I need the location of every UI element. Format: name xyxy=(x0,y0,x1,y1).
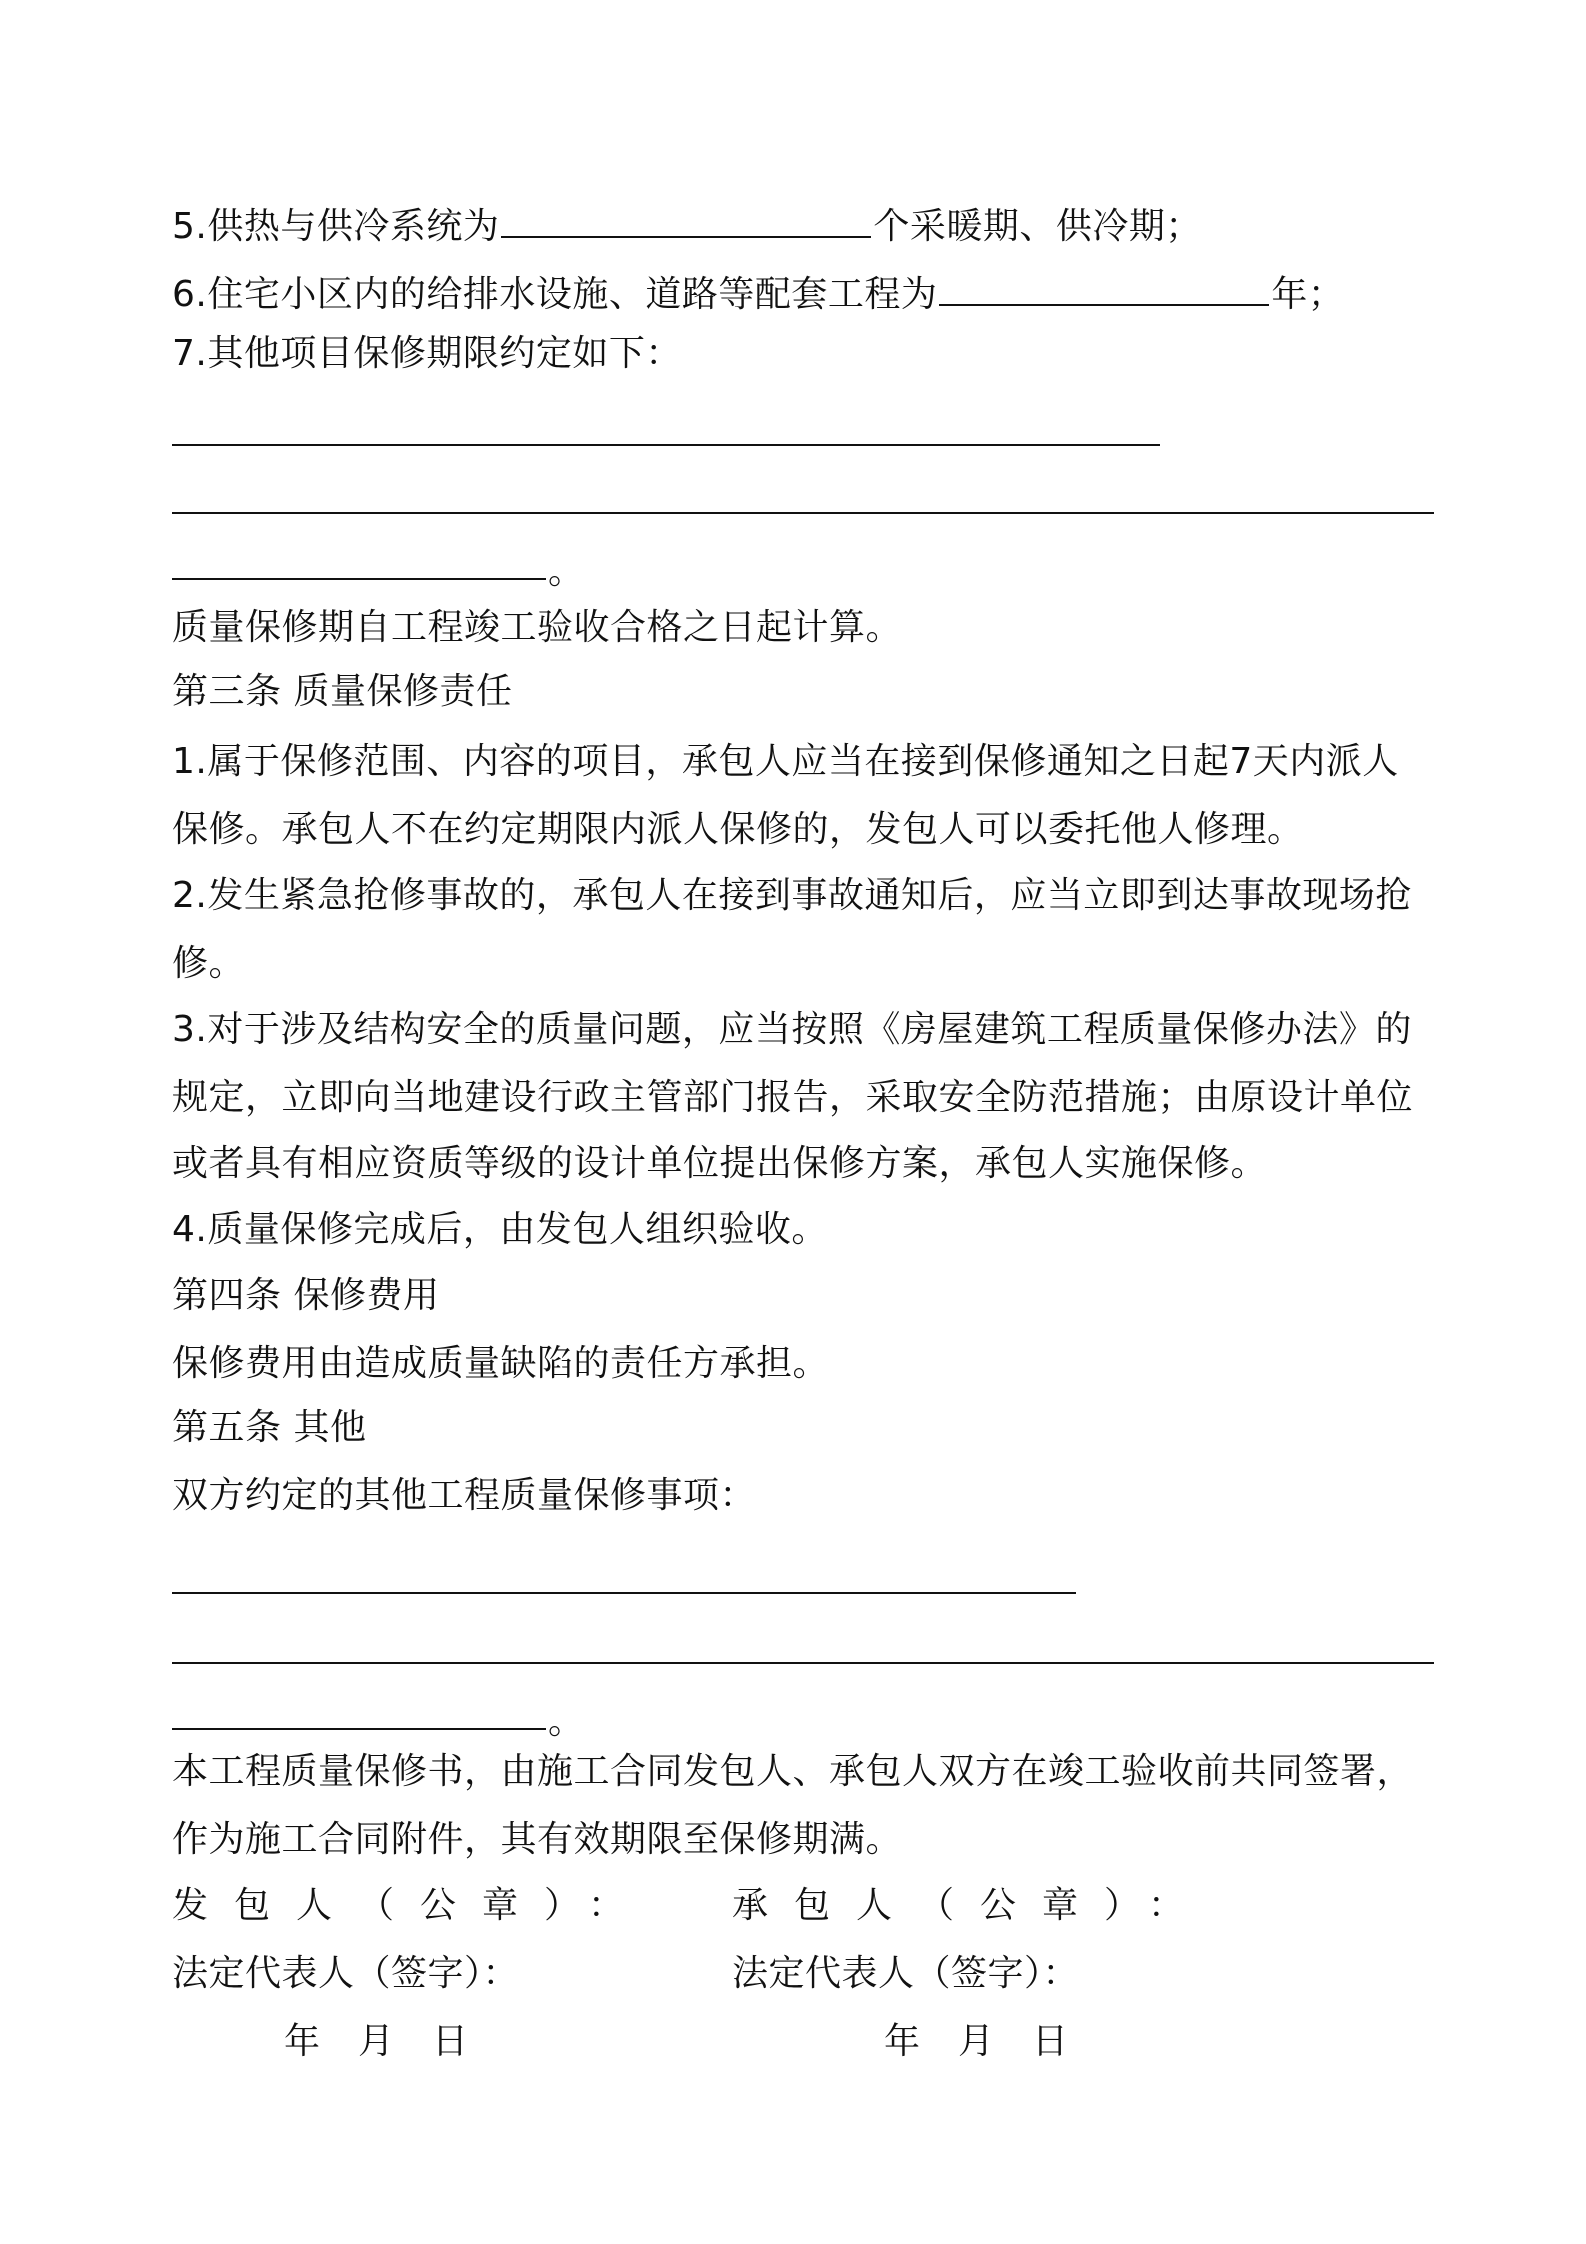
item-5-line xyxy=(172,198,1202,251)
article-3-p2-line-1: 2.发生紧急抢修事故的，承包人在接到事故通知后，应当立即到达事故现场抢 xyxy=(172,875,1412,916)
closing-line-2: 作为施工合同附件，其有效期限至保修期满。 xyxy=(172,1819,903,1860)
item-5-prefix: 5.供热与供冷系统为 xyxy=(172,206,500,247)
right-date-month: 月 xyxy=(958,2021,995,2062)
item-6-suffix: 年； xyxy=(1271,274,1345,315)
article-4-heading: 第四条 保修费用 xyxy=(172,1275,440,1316)
right-party-seal-label: 承包人（公章）： xyxy=(732,1885,1211,1926)
right-rep-signature-label: 法定代表人（签字）： xyxy=(732,1953,1080,1994)
article-5-heading: 第五条 其他 xyxy=(172,1407,367,1448)
left-date-day: 日 xyxy=(432,2021,469,2062)
article-5-blank-line-1[interactable] xyxy=(172,1592,1076,1594)
article-5-body: 双方约定的其他工程质量保修事项： xyxy=(172,1475,757,1516)
article-3-p3-line-1: 3.对于涉及结构安全的质量问题，应当按照《房屋建筑工程质量保修办法》的 xyxy=(172,1009,1412,1050)
item-7-blank-line-2[interactable] xyxy=(172,512,1434,514)
left-party-seal-label: 发包人（公章）： xyxy=(172,1885,651,1926)
closing-line-1: 本工程质量保修书，由施工合同发包人、承包人双方在竣工验收前共同签署， xyxy=(172,1751,1414,1792)
item-5-blank[interactable] xyxy=(501,198,871,238)
article-3-p1-line-1: 1.属于保修范围、内容的项目，承包人应当在接到保修通知之日起7天内派人 xyxy=(172,741,1399,782)
item-7-blank-line-3[interactable] xyxy=(172,578,546,580)
article-5-end-period: 。 xyxy=(548,1701,585,1742)
left-date-month: 月 xyxy=(358,2021,395,2062)
article-4-body: 保修费用由造成质量缺陷的责任方承担。 xyxy=(172,1343,830,1384)
article-3-p3-line-3: 或者具有相应资质等级的设计单位提出保修方案，承包人实施保修。 xyxy=(172,1143,1268,1184)
item-6-prefix: 6.住宅小区内的给排水设施、道路等配套工程为 xyxy=(172,274,938,315)
item-7-line: 7.其他项目保修期限约定如下： xyxy=(172,333,682,374)
article-3-p4: 4.质量保修完成后，由发包人组织验收。 xyxy=(172,1209,828,1250)
article-3-heading: 第三条 质量保修责任 xyxy=(172,671,513,712)
article-5-blank-line-3[interactable] xyxy=(172,1728,546,1730)
item-7-end-period: 。 xyxy=(548,551,585,592)
article-3-p2-line-2: 修。 xyxy=(172,943,246,984)
right-date-year: 年 xyxy=(884,2021,921,2062)
warranty-start-note: 质量保修期自工程竣工验收合格之日起计算。 xyxy=(172,607,903,648)
right-date-day: 日 xyxy=(1032,2021,1069,2062)
article-3-p3-line-2: 规定，立即向当地建设行政主管部门报告，采取安全防范措施；由原设计单位 xyxy=(172,1077,1414,1118)
item-5-suffix: 个采暖期、供冷期； xyxy=(873,206,1202,247)
item-6-blank[interactable] xyxy=(939,266,1269,306)
article-5-blank-line-2[interactable] xyxy=(172,1662,1434,1664)
article-3-p1-line-2: 保修。承包人不在约定期限内派人保修的，发包人可以委托他人修理。 xyxy=(172,809,1304,850)
left-date-year: 年 xyxy=(284,2021,321,2062)
left-rep-signature-label: 法定代表人（签字）： xyxy=(172,1953,520,1994)
item-6-line xyxy=(172,266,1344,319)
item-7-blank-line-1[interactable] xyxy=(172,444,1160,446)
